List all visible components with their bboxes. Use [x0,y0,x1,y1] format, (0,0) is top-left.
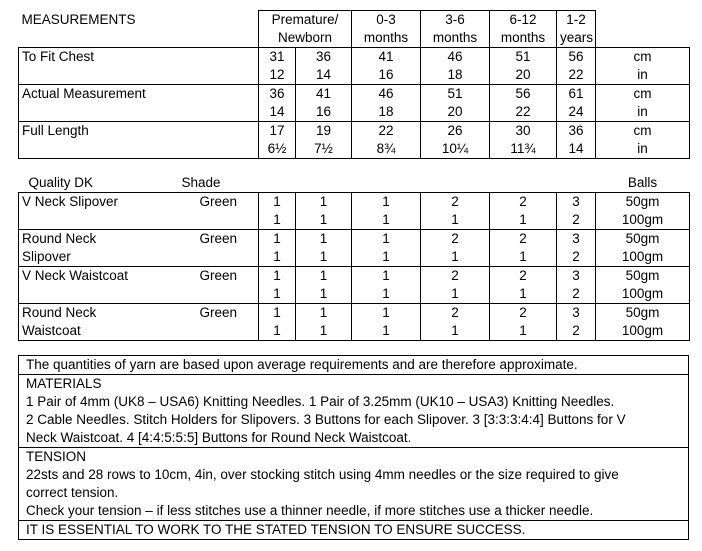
notes-box [18,355,689,540]
value-cm: 56 [515,86,531,101]
size-header-line1: 3-6 [445,12,465,27]
ball-count-bottom: 1 [451,286,459,301]
ball-count [421,230,490,267]
measurement-value [259,48,296,85]
ball-count-top: 1 [319,231,328,246]
ball-count-top: 1 [273,305,281,320]
ball-count-top: 1 [319,194,328,209]
value-in: 6½ [267,141,287,156]
value-cm: 30 [515,123,531,138]
garment-shade: Green [179,267,259,304]
ball-count-bottom: 2 [572,286,580,301]
ball-count [352,193,421,230]
unit-in: in [637,104,648,119]
shade-label: Shade [179,174,259,193]
measurement-units [596,85,690,122]
ball-count-top: 2 [451,268,459,283]
header-blank [557,174,596,193]
measurements-heading: MEASUREMENTS [19,11,259,48]
value-cm: 46 [447,49,463,64]
size-header-line2: months [363,30,409,45]
approximate-note: The quantities of yarn are based upon average requirements and are therefore approximate. [26,357,578,372]
ball-count [557,193,596,230]
measurements-table [18,10,690,159]
header-blank [296,174,352,193]
measurement-value [296,85,352,122]
value-cm: 36 [315,49,332,64]
measurement-units [596,48,690,85]
unit-in: in [637,141,648,156]
value-in: 20 [447,104,463,119]
ball-count-top: 3 [572,194,580,209]
measurement-value [421,48,490,85]
header-blank [352,174,421,193]
value-cm: 31 [269,49,285,64]
measurement-value [296,122,352,159]
tension-line: 22sts and 28 rows to 10cm, 4in, over stocking stitch using 4mm needles or the size required to give [26,467,619,482]
value-in: 24 [568,104,584,119]
measurement-value [421,85,490,122]
garment-name-line1: Round Neck [22,231,97,246]
ball-count-bottom: 1 [519,212,527,227]
ball-count-bottom: 1 [382,286,390,301]
header-blank [421,174,490,193]
garment-row [19,304,690,341]
measurement-row [19,48,690,85]
measurement-value [421,122,490,159]
size-header-line2: Newborn [277,30,333,45]
ball-count-bottom: 1 [319,249,328,264]
unit-cm: cm [633,49,652,64]
value-cm: 36 [568,123,584,138]
materials-heading: MATERIALS [26,376,102,391]
ball-count-bottom: 1 [451,323,459,338]
ball-count [259,267,296,304]
measurement-value [557,85,596,122]
value-in: 14 [315,67,332,82]
value-cm: 56 [568,49,584,64]
ball-count-bottom: 1 [319,212,328,227]
value-in: 22 [515,104,531,119]
size-header [421,11,490,48]
ball-count-top: 1 [319,305,328,320]
ball-weight-bottom: 100gm [621,212,664,227]
garment-name [19,193,179,230]
ball-count [421,193,490,230]
value-cm: 41 [378,49,394,64]
measurements-header-row [19,11,690,48]
materials-line: Neck Waistcoat. 4 [4:4:5:5:5] Buttons for Round Neck Waistcoat. [26,430,412,445]
value-cm: 51 [447,86,463,101]
ball-count [296,267,352,304]
tension-section [19,447,688,520]
ball-weight-top: 50gm [625,268,660,283]
ball-weights [596,267,690,304]
value-in: 20 [515,67,531,82]
ball-count-bottom: 2 [572,323,580,338]
size-header [557,11,596,48]
value-cm: 26 [447,123,463,138]
ball-count-top: 1 [382,194,390,209]
unit-header-blank [596,11,690,48]
value-in: 18 [447,67,463,82]
ball-count-bottom: 1 [519,286,527,301]
ball-count-top: 2 [451,305,459,320]
balls-label: Balls [596,174,690,193]
size-header-line2: years [560,30,594,45]
garment-shade: Green [179,304,259,341]
value-in: 10¼ [441,141,469,156]
ball-count-top: 1 [273,231,281,246]
ball-count-bottom: 1 [382,249,390,264]
ball-count [421,267,490,304]
measurement-row [19,122,690,159]
value-in: 16 [378,67,394,82]
size-header [352,11,421,48]
ball-count-top: 2 [451,231,459,246]
value-in: 8¾ [376,141,396,156]
ball-count-top: 1 [319,268,328,283]
ball-count-bottom: 1 [519,323,527,338]
ball-count-bottom: 1 [451,212,459,227]
ball-weight-top: 50gm [625,194,660,209]
ball-count-bottom: 1 [273,212,281,227]
ball-count-bottom: 1 [382,212,390,227]
garment-name [19,304,179,341]
ball-count-top: 1 [382,305,390,320]
ball-count-top: 2 [451,194,459,209]
quantities-header-row [19,174,690,193]
ball-count-top: 3 [572,268,580,283]
garment-name-line1: V Neck Slipover [22,194,119,209]
value-cm: 17 [269,123,285,138]
unit-cm: cm [633,86,652,101]
value-cm: 46 [378,86,394,101]
yarn-quantities-table [18,174,690,341]
ball-count-top: 2 [519,268,527,283]
value-cm: 19 [315,123,332,138]
value-in: 14 [269,104,285,119]
ball-weights [596,304,690,341]
ball-count-bottom: 1 [451,249,459,264]
measurement-value [490,122,557,159]
value-cm: 51 [515,49,531,64]
ball-count [490,304,557,341]
ball-count [259,304,296,341]
unit-in: in [637,67,648,82]
ball-weights [596,193,690,230]
measurement-units [596,122,690,159]
garment-name-line1: Round Neck [22,305,97,320]
measurement-label: Actual Measurement [19,85,259,122]
value-in: 11¾ [510,141,536,156]
ball-count [352,267,421,304]
ball-count-bottom: 2 [572,212,580,227]
ball-count [421,304,490,341]
ball-count-top: 1 [273,268,281,283]
ball-count-bottom: 1 [319,286,328,301]
ball-count [296,193,352,230]
quality-label: Quality DK [19,174,179,193]
ball-count [557,230,596,267]
value-in: 14 [568,141,584,156]
ball-count-top: 2 [519,194,527,209]
size-header [490,11,557,48]
ball-count [296,304,352,341]
measurement-value [557,122,596,159]
ball-count-top: 1 [382,231,390,246]
value-in: 18 [378,104,394,119]
tension-line: Check your tension – if less stitches use a thinner needle, if more stitches use a thicker needle. [26,503,594,518]
ball-weight-top: 50gm [625,305,660,320]
ball-count [490,230,557,267]
garment-name-line2: Waistcoat [22,323,81,338]
measurement-value [352,48,421,85]
ball-count-bottom: 1 [273,286,281,301]
measurement-value [557,48,596,85]
tension-line: correct tension. [26,485,119,500]
measurement-value [490,48,557,85]
essential-note: IT IS ESSENTIAL TO WORK TO THE STATED TENSION TO ENSURE SUCCESS. [19,520,688,539]
measurement-label: Full Length [19,122,259,159]
ball-count-bottom: 2 [572,249,580,264]
unit-cm: cm [633,123,652,138]
ball-weights [596,230,690,267]
ball-count-bottom: 1 [319,323,328,338]
ball-count-top: 3 [572,305,580,320]
ball-count [259,230,296,267]
garment-name [19,267,179,304]
ball-count-bottom: 1 [519,249,527,264]
measurement-value [296,48,352,85]
value-in: 7½ [314,141,333,156]
value-in: 22 [568,67,584,82]
measurement-value [352,85,421,122]
ball-count [490,193,557,230]
ball-weight-bottom: 100gm [621,286,664,301]
ball-count [352,304,421,341]
garment-row [19,193,690,230]
garment-row [19,267,690,304]
garment-name [19,230,179,267]
tension-heading: TENSION [26,449,87,464]
value-cm: 22 [378,123,394,138]
garment-shade: Green [179,230,259,267]
ball-count [557,267,596,304]
size-header-line1: Premature/ [271,12,339,27]
garment-name-line2: Slipover [22,249,71,264]
ball-count-bottom: 1 [382,323,390,338]
size-header [259,11,352,48]
measurement-value [259,122,296,159]
size-header-line1: 1-2 [566,12,586,27]
ball-count [259,193,296,230]
measurement-row [19,85,690,122]
value-in: 12 [269,67,285,82]
header-blank [490,174,557,193]
ball-count-bottom: 1 [273,249,281,264]
garment-name-line1: V Neck Waistcoat [22,268,129,283]
ball-count [352,230,421,267]
garment-row [19,230,690,267]
measurement-value [490,85,557,122]
ball-count [296,230,352,267]
size-header-line2: months [432,30,478,45]
garment-shade: Green [179,193,259,230]
ball-count-top: 3 [572,231,580,246]
size-header-line1: 6-12 [509,12,537,27]
measurement-value [259,85,296,122]
ball-count-top: 1 [382,268,390,283]
ball-count-top: 2 [519,305,527,320]
materials-section [19,374,688,447]
ball-weight-top: 50gm [625,231,660,246]
ball-weight-bottom: 100gm [621,249,664,264]
ball-weight-bottom: 100gm [621,323,664,338]
header-blank [259,174,296,193]
size-header-line1: 0-3 [376,12,396,27]
size-header-line2: months [500,30,546,45]
measurement-label: To Fit Chest [19,48,259,85]
materials-line: 1 Pair of 4mm (UK8 – USA6) Knitting Needles. 1 Pair of 3.25mm (UK10 – USA3) Knitting Needles. [26,394,615,409]
ball-count-top: 2 [519,231,527,246]
measurement-value [352,122,421,159]
value-cm: 36 [269,86,285,101]
materials-line: 2 Cable Needles. Stitch Holders for Slipovers. 3 Buttons for each Slipover. 3 [3:3:3:4:4] Buttons for V [26,412,626,427]
value-in: 16 [315,104,332,119]
ball-count [557,304,596,341]
ball-count-bottom: 1 [273,323,281,338]
ball-count [490,267,557,304]
value-cm: 41 [315,86,332,101]
value-cm: 61 [568,86,584,101]
ball-count-top: 1 [273,194,281,209]
